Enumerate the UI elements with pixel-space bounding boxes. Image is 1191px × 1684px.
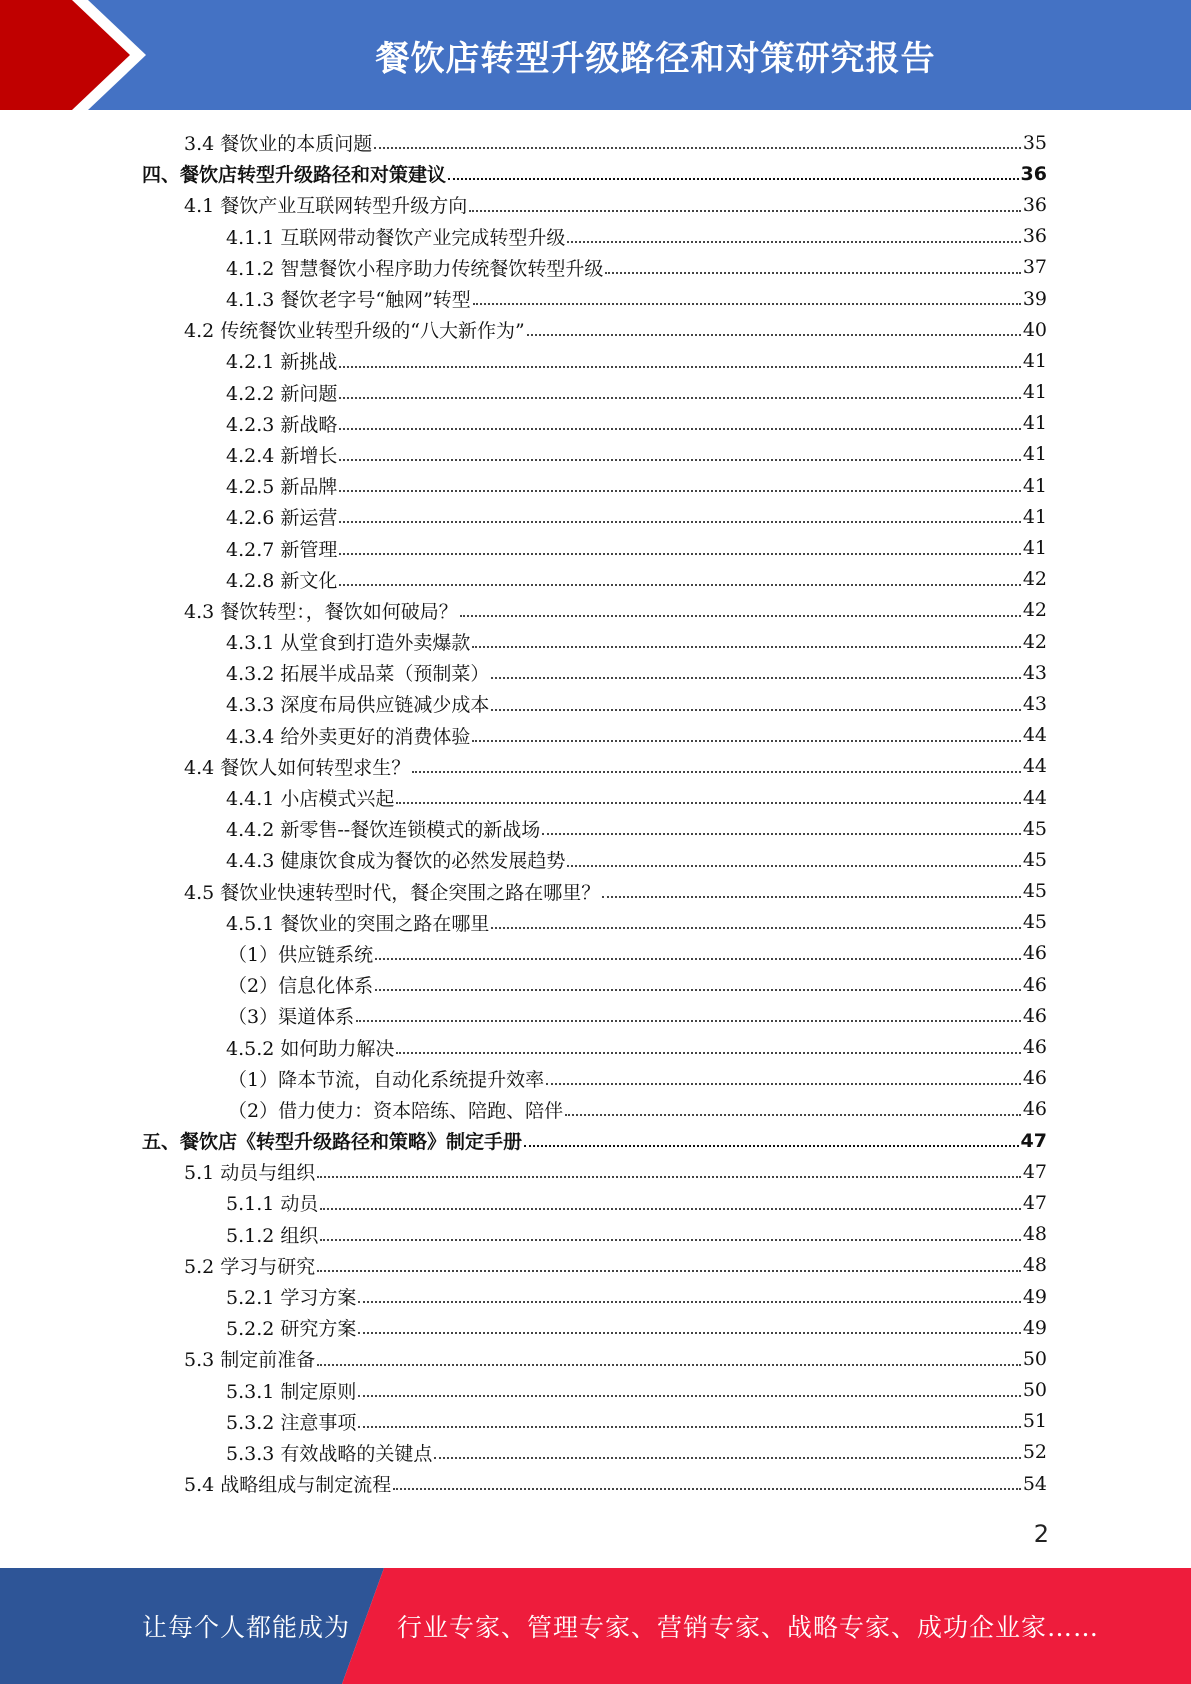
footer-slogan-left: 让每个人都能成为 (142, 1613, 351, 1642)
toc-entry[interactable] (0, 345, 1047, 376)
dot-leader (375, 957, 1021, 960)
toc-entry-label: 4.4.1 小店模式兴起 (226, 788, 395, 811)
toc-entry[interactable] (0, 439, 1047, 470)
toc-entry[interactable] (0, 532, 1047, 563)
toc-entry-label: 4.1 餐饮产业互联网转型升级方向 (184, 195, 468, 218)
toc-entry-page: 41 (1022, 443, 1047, 466)
toc-entry[interactable] (0, 470, 1047, 501)
toc-entry[interactable] (0, 844, 1047, 875)
dot-leader (339, 489, 1020, 492)
dot-leader (317, 1175, 1021, 1178)
toc-entry-page: 42 (1022, 599, 1047, 622)
toc-entry[interactable] (0, 283, 1047, 314)
dot-leader (567, 240, 1020, 243)
toc-entry[interactable] (0, 189, 1047, 220)
toc-entry-page: 47 (1020, 1129, 1047, 1152)
toc-entry[interactable] (0, 876, 1047, 907)
dot-leader (527, 333, 1021, 336)
toc-entry[interactable] (0, 221, 1047, 252)
toc-entry-label: 5.1.1 动员 (226, 1193, 319, 1216)
toc-entry-page: 46 (1022, 1098, 1047, 1121)
toc-entry-page: 47 (1022, 1160, 1047, 1183)
toc-entry-label: 四、餐饮店转型升级路径和对策建议 (142, 164, 447, 187)
toc-entry-label: 5.3.3 有效战略的关键点 (226, 1442, 433, 1465)
dot-leader (393, 1487, 1021, 1490)
dot-leader (339, 427, 1020, 430)
dot-leader (339, 520, 1020, 523)
chevron-arrow-icon (0, 0, 160, 110)
dot-leader (448, 177, 1019, 180)
dot-leader (320, 1207, 1020, 1210)
toc-entry-label: 4.2.4 新增长 (226, 444, 338, 467)
toc-entry-page: 54 (1022, 1472, 1047, 1495)
table-of-contents (0, 127, 1191, 1499)
toc-entry-label: 4.2.6 新运营 (226, 507, 338, 530)
toc-entry-page: 50 (1022, 1379, 1047, 1402)
dot-leader (339, 552, 1020, 555)
toc-entry[interactable] (0, 1219, 1047, 1250)
dot-leader (317, 1363, 1021, 1366)
dot-leader (542, 832, 1021, 835)
toc-entry[interactable] (0, 626, 1047, 657)
toc-entry-page: 46 (1022, 1004, 1047, 1027)
dot-leader (317, 1269, 1021, 1272)
footer-banner (0, 1568, 1191, 1684)
toc-entry-label: 4.3.3 深度布局供应链减少成本 (226, 694, 490, 717)
toc-entry-label: 4.4.3 健康饮食成为餐饮的必然发展趋势 (226, 850, 566, 873)
dot-leader (358, 1331, 1020, 1334)
toc-entry-label: （3）渠道体系 (228, 1006, 355, 1029)
toc-entry-page: 49 (1022, 1285, 1047, 1308)
toc-entry-label: 4.2.5 新品牌 (226, 476, 338, 499)
dot-leader (396, 1051, 1020, 1054)
toc-entry[interactable] (0, 595, 1047, 626)
dot-leader (460, 614, 1021, 617)
toc-entry[interactable] (0, 1063, 1047, 1094)
toc-entry-label: 5.3 制定前准备 (184, 1349, 316, 1372)
toc-entry-label: 4.2.3 新战略 (226, 413, 338, 436)
toc-entry-label: 4.3 餐饮转型：，餐饮如何破局？ (184, 600, 458, 623)
toc-entry-page: 42 (1022, 568, 1047, 591)
toc-entry[interactable] (0, 1343, 1047, 1374)
toc-entry[interactable] (0, 720, 1047, 751)
toc-entry-page: 36 (1022, 193, 1047, 216)
toc-entry-label: 4.2.7 新管理 (226, 538, 338, 561)
toc-entry-label: 4.3.1 从堂食到打造外卖爆款 (226, 632, 471, 655)
toc-entry-label: 4.5 餐饮业快速转型时代，餐企突围之路在哪里？ (184, 881, 601, 904)
dot-leader (356, 1019, 1021, 1022)
toc-entry-page: 52 (1022, 1441, 1047, 1464)
toc-entry[interactable] (0, 751, 1047, 782)
toc-entry-page: 43 (1022, 692, 1047, 715)
toc-entry-page: 46 (1022, 973, 1047, 996)
dot-leader (339, 583, 1020, 586)
toc-entry-page: 51 (1022, 1410, 1047, 1433)
toc-entry-label: 4.2.2 新问题 (226, 382, 338, 405)
dot-leader (412, 770, 1021, 773)
toc-entry-label: 4.1.1 互联网带动餐饮产业完成转型升级 (226, 226, 566, 249)
dot-leader (374, 146, 1021, 149)
toc-entry-page: 40 (1022, 318, 1047, 341)
toc-entry-page: 46 (1022, 1036, 1047, 1059)
toc-entry-label: 5.2.2 研究方案 (226, 1318, 357, 1341)
dot-leader (602, 895, 1021, 898)
toc-entry-page: 43 (1022, 661, 1047, 684)
toc-entry-page: 50 (1022, 1347, 1047, 1370)
toc-entry[interactable] (0, 564, 1047, 595)
toc-entry[interactable] (0, 688, 1047, 719)
dot-leader (339, 458, 1020, 461)
toc-entry-page: 39 (1022, 287, 1047, 310)
toc-entry-label: 4.4 餐饮人如何转型求生？ (184, 756, 411, 779)
toc-entry[interactable] (0, 1187, 1047, 1218)
page-number: 2 (1033, 1520, 1049, 1548)
toc-entry-label: （1）降本节流，自动化系统提升效率 (228, 1068, 545, 1091)
dot-leader (434, 1456, 1020, 1459)
toc-entry-page: 48 (1022, 1254, 1047, 1277)
toc-entry-label: 5.1 动员与组织 (184, 1162, 316, 1185)
toc-entry-label: （2）信息化体系 (228, 975, 374, 998)
toc-entry-page: 41 (1022, 505, 1047, 528)
toc-entry[interactable] (0, 1437, 1047, 1468)
toc-entry-label: 5.2.1 学习方案 (226, 1287, 357, 1310)
toc-entry-page: 44 (1022, 755, 1047, 778)
toc-entry-label: 4.5.1 餐饮业的突围之路在哪里 (226, 912, 490, 935)
toc-entry-label: （2）借力使力：资本陪练、陪跑、陪伴 (228, 1099, 564, 1122)
dot-leader (567, 864, 1020, 867)
toc-entry-page: 36 (1020, 162, 1047, 185)
toc-entry-label: 五、餐饮店《转型升级路径和策略》制定手册 (142, 1131, 523, 1154)
toc-entry[interactable] (0, 969, 1047, 1000)
toc-entry[interactable] (0, 657, 1047, 688)
toc-entry-label: 4.4.2 新零售--餐饮连锁模式的新战场 (226, 819, 541, 842)
toc-entry[interactable] (0, 1375, 1047, 1406)
toc-entry-label: 5.3.2 注意事项 (226, 1411, 357, 1434)
toc-entry[interactable] (0, 1468, 1047, 1499)
toc-entry-page: 36 (1022, 225, 1047, 248)
toc-entry-label: 4.1.3 餐饮老字号“触网”转型 (226, 289, 471, 312)
toc-entry-page: 44 (1022, 724, 1047, 747)
dot-leader (358, 1300, 1020, 1303)
toc-entry-page: 42 (1022, 630, 1047, 653)
toc-entry-page: 46 (1022, 1067, 1047, 1090)
toc-entry[interactable] (0, 1281, 1047, 1312)
toc-entry-page: 41 (1022, 349, 1047, 372)
toc-entry-page: 45 (1022, 911, 1047, 934)
dot-leader (491, 926, 1020, 929)
toc-entry-label: 5.3.1 制定原则 (226, 1380, 357, 1403)
toc-entry-page: 41 (1022, 412, 1047, 435)
toc-entry-page: 35 (1022, 131, 1047, 154)
toc-entry-label: 4.3.4 给外卖更好的消费体验 (226, 725, 471, 748)
toc-entry[interactable] (0, 1250, 1047, 1281)
toc-entry[interactable] (0, 1031, 1047, 1062)
toc-entry-page: 41 (1022, 537, 1047, 560)
toc-entry-page: 44 (1022, 786, 1047, 809)
toc-entry[interactable] (0, 314, 1047, 345)
toc-entry[interactable] (0, 813, 1047, 844)
toc-entry-label: 4.1.2 智慧餐饮小程序助力传统餐饮转型升级 (226, 257, 604, 280)
toc-entry-page: 45 (1022, 817, 1047, 840)
toc-entry-page: 45 (1022, 848, 1047, 871)
toc-entry-label: 5.2 学习与研究 (184, 1255, 316, 1278)
header-banner (0, 0, 1191, 110)
toc-entry[interactable] (0, 1156, 1047, 1187)
toc-entry-page: 49 (1022, 1316, 1047, 1339)
toc-entry-label: 4.5.2 如何助力解决 (226, 1037, 395, 1060)
toc-entry-page: 48 (1022, 1223, 1047, 1246)
toc-entry[interactable] (0, 1000, 1047, 1031)
dot-leader (565, 1113, 1021, 1116)
toc-entry[interactable] (0, 782, 1047, 813)
toc-entry-page: 47 (1022, 1191, 1047, 1214)
dot-leader (491, 708, 1020, 711)
toc-entry-label: 3.4 餐饮业的本质问题 (184, 133, 373, 156)
toc-entry[interactable] (0, 408, 1047, 439)
toc-entry-page: 41 (1022, 474, 1047, 497)
toc-entry[interactable] (0, 1312, 1047, 1343)
dot-leader (469, 209, 1021, 212)
toc-entry-page: 37 (1022, 256, 1047, 279)
toc-entry[interactable] (0, 938, 1047, 969)
dot-leader (339, 365, 1020, 368)
toc-entry[interactable] (0, 1406, 1047, 1437)
footer-slogan-right: 行业专家、管理专家、营销专家、战略专家、成功企业家…… (397, 1613, 1100, 1642)
dot-leader (491, 676, 1020, 679)
toc-entry[interactable] (0, 1125, 1047, 1156)
document-title: 餐饮店转型升级路径和对策研究报告 (375, 38, 936, 79)
toc-entry-label: 4.2.8 新文化 (226, 569, 338, 592)
toc-entry-page: 45 (1022, 880, 1047, 903)
toc-entry[interactable] (0, 158, 1047, 189)
toc-entry[interactable] (0, 377, 1047, 408)
dot-leader (546, 1082, 1021, 1085)
dot-leader (524, 1144, 1019, 1147)
toc-entry-label: 5.1.2 组织 (226, 1224, 319, 1247)
dot-leader (473, 302, 1021, 305)
dot-leader (472, 645, 1020, 648)
toc-entry[interactable] (0, 127, 1047, 158)
dot-leader (358, 1394, 1020, 1397)
toc-entry-page: 46 (1022, 942, 1047, 965)
toc-entry-label: 5.4 战略组成与制定流程 (184, 1474, 392, 1497)
toc-entry[interactable] (0, 907, 1047, 938)
dot-leader (339, 396, 1020, 399)
toc-entry-page: 41 (1022, 381, 1047, 404)
toc-entry-label: 4.2 传统餐饮业转型升级的“八大新作为” (184, 320, 525, 343)
toc-entry[interactable] (0, 1094, 1047, 1125)
dot-leader (320, 1238, 1020, 1241)
dot-leader (605, 271, 1020, 274)
dot-leader (472, 739, 1020, 742)
toc-entry-label: （1）供应链系统 (228, 943, 374, 966)
dot-leader (375, 988, 1021, 991)
dot-leader (396, 801, 1020, 804)
dot-leader (358, 1425, 1020, 1428)
toc-entry-label: 4.3.2 拓展半成品菜（预制菜） (226, 663, 490, 686)
toc-entry[interactable] (0, 252, 1047, 283)
toc-entry-label: 4.2.1 新挑战 (226, 351, 338, 374)
toc-entry[interactable] (0, 501, 1047, 532)
